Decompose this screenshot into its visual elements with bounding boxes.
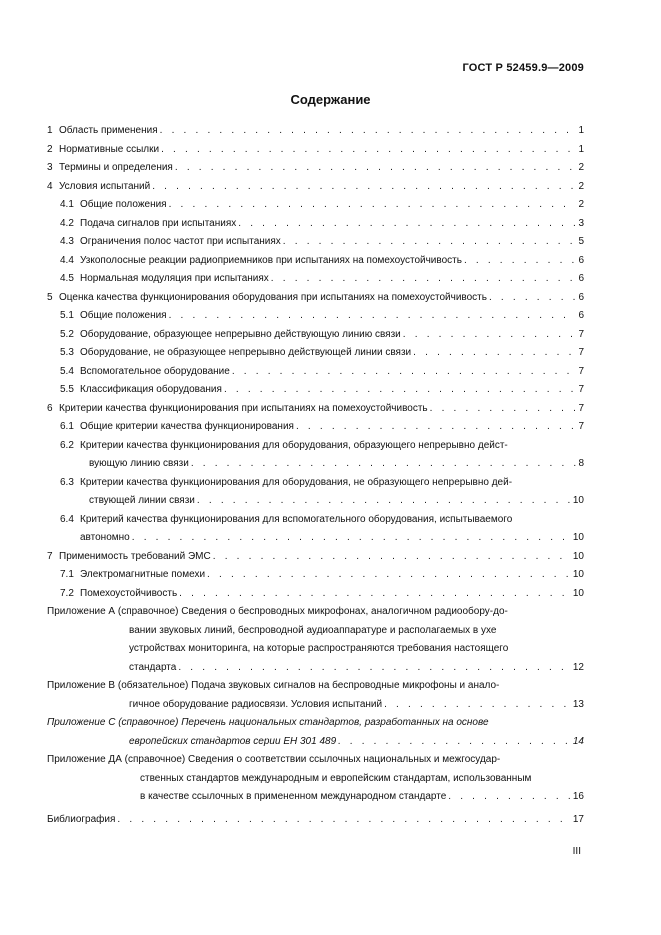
dot-leader — [191, 455, 577, 474]
dot-leader — [403, 326, 577, 345]
toc-number: 4.1 — [60, 199, 74, 210]
dot-leader — [117, 811, 570, 830]
toc-entry-4-5[interactable] — [47, 270, 584, 289]
dot-leader — [178, 659, 571, 678]
toc-page: 7 — [578, 365, 584, 377]
appendix-title-line2: вании звуковых линий, беспроводной аудиоаппаратуре и располагаемых в ухе — [129, 624, 497, 636]
appendix-title-line4: стандарта — [129, 661, 177, 673]
appendix-title-line1: Перечень национальных стандартов, разработанных на основе — [181, 717, 489, 728]
dot-leader — [152, 178, 576, 197]
dot-leader — [448, 788, 571, 807]
toc-entry-5-1[interactable] — [47, 307, 584, 326]
toc-number: 7.1 — [60, 569, 74, 580]
toc-entry-4[interactable] — [47, 178, 584, 197]
appendix-title-line2: ственных стандартов международным и европейским стандартам, использованным — [140, 772, 532, 784]
toc-entry-5-2[interactable] — [47, 326, 584, 345]
toc-page: 7 — [578, 328, 584, 340]
dot-leader — [169, 307, 577, 326]
toc-title: Термины и определения — [59, 162, 173, 173]
toc-title: Применимость требований ЭМС — [59, 550, 211, 562]
dot-leader — [160, 122, 577, 141]
dot-leader — [179, 585, 571, 604]
toc-number: 5 — [47, 291, 53, 303]
toc-title: Условия испытаний — [59, 180, 151, 192]
toc-title: Оценка качества функционирования оборудования при испытаниях на помехоустойчивость — [59, 291, 487, 303]
toc-title: Электромагнитные помехи — [80, 569, 206, 580]
toc-entry-7[interactable] — [47, 548, 584, 567]
dot-leader — [271, 270, 577, 289]
appendix-title-line3: устройствах мониторинга, на которые распространяются требования настоящего — [129, 643, 509, 654]
appendix-title-line1: Сведения о соответствии ссылочных национальных и межгосудар- — [188, 754, 501, 765]
toc-entry-7-1[interactable] — [47, 566, 584, 585]
dot-leader — [132, 529, 571, 548]
appendix-label: Приложение С (справочное) — [47, 717, 179, 728]
toc-page: 16 — [572, 791, 584, 802]
toc-page: 6 — [578, 310, 584, 321]
toc-appendix-b[interactable] — [47, 677, 584, 714]
appendix-label: Приложение В (обязательное) — [47, 680, 189, 691]
toc-number: 6.4 — [60, 513, 74, 525]
toc-appendix-c[interactable] — [47, 714, 584, 751]
toc-title: Библиография — [47, 813, 116, 825]
dot-leader — [197, 492, 571, 511]
toc-title: Общие критерии качества функционирования — [80, 421, 294, 432]
toc-page: 3 — [578, 217, 584, 229]
toc-page: 2 — [578, 180, 584, 192]
toc-title: Нормативные ссылки — [59, 143, 160, 155]
table-of-contents — [47, 122, 584, 829]
toc-title: Подача сигналов при испытаниях — [80, 217, 237, 229]
toc-entry-4-3[interactable] — [47, 233, 584, 252]
dot-leader — [161, 141, 576, 160]
toc-entry-4-1[interactable] — [47, 196, 584, 215]
dot-leader — [207, 566, 571, 585]
toc-page: 10 — [572, 587, 584, 599]
dot-leader — [413, 344, 576, 363]
toc-page: 7 — [578, 384, 584, 395]
toc-entry-4-4[interactable] — [47, 252, 584, 271]
toc-entry-6-1[interactable] — [47, 418, 584, 437]
toc-number: 5.1 — [60, 310, 74, 321]
toc-page: 7 — [578, 421, 584, 432]
dot-leader — [296, 418, 576, 437]
toc-entry-6-4[interactable] — [47, 511, 584, 548]
toc-page: 1 — [578, 125, 584, 136]
toc-title-line2: вующую линию связи — [89, 458, 189, 469]
toc-appendix-a[interactable] — [47, 603, 584, 677]
toc-title-line1: Критерии качества функционирования для оборудования, образующего непрерывно дейст- — [80, 439, 508, 451]
toc-title: Оборудование, образующее непрерывно действующую линию связи — [80, 328, 401, 340]
toc-page: 10 — [572, 495, 584, 506]
appendix-title-line2: гичное оборудование радиосвязи. Условия испытаний — [129, 698, 383, 710]
appendix-title-line1: Подача звуковых сигналов на беспроводные микрофоны и анало- — [191, 680, 500, 691]
toc-number: 6.2 — [60, 439, 74, 451]
toc-title: Ограничения полос частот при испытаниях — [80, 236, 281, 247]
toc-page: 6 — [578, 291, 584, 303]
dot-leader — [238, 215, 576, 234]
toc-number: 4.4 — [60, 254, 74, 266]
page-number: III — [572, 846, 581, 857]
dot-leader — [224, 381, 577, 400]
toc-appendix-da[interactable] — [47, 751, 584, 807]
toc-entry-1[interactable] — [47, 122, 584, 141]
toc-number: 2 — [47, 143, 53, 155]
toc-page: 12 — [572, 661, 584, 673]
toc-page: 8 — [578, 458, 584, 469]
toc-page: 10 — [572, 532, 584, 543]
toc-page: 7 — [578, 347, 584, 358]
toc-title: Общие положения — [80, 199, 167, 210]
toc-title: Классификация оборудования — [80, 384, 222, 395]
toc-page: 5 — [578, 236, 584, 247]
toc-number: 1 — [47, 125, 53, 136]
toc-page: 7 — [578, 402, 584, 414]
toc-number: 6.1 — [60, 421, 74, 432]
dot-leader — [169, 196, 577, 215]
toc-title: Узкополосные реакции радиоприемников при испытаниях на помехоустойчивость — [80, 254, 462, 266]
appendix-title-line1: Сведения о беспроводных микрофонах, аналогичном радиообору-до- — [181, 606, 508, 617]
toc-number: 6.3 — [60, 476, 74, 488]
appendix-label: Приложение ДА (справочное) — [47, 754, 186, 765]
dot-leader — [283, 233, 577, 252]
toc-title-line1: Критерии качества функционирования для оборудования, не образующего непрерывно дей- — [80, 476, 513, 488]
toc-entry-4-2[interactable] — [47, 215, 584, 234]
toc-title-line2: ствующей линии связи — [89, 495, 195, 506]
toc-title: Вспомогательное оборудование — [80, 365, 230, 377]
toc-page: 10 — [572, 550, 584, 562]
toc-number: 5.2 — [60, 328, 74, 340]
toc-entry-6-3[interactable] — [47, 474, 584, 511]
toc-entry-7-2[interactable] — [47, 585, 584, 604]
toc-page: 6 — [578, 273, 584, 284]
toc-entry-2[interactable] — [47, 141, 584, 160]
toc-bibliography[interactable] — [47, 811, 584, 830]
document-code: ГОСТ Р 52459.9—2009 — [462, 62, 584, 74]
toc-number: 4.3 — [60, 236, 74, 247]
toc-number: 7.2 — [60, 587, 74, 599]
toc-entry-6-2[interactable] — [47, 437, 584, 474]
toc-number: 3 — [47, 162, 53, 173]
toc-title: Область применения — [59, 125, 158, 136]
toc-entry-5-5[interactable] — [47, 381, 584, 400]
appendix-label: Приложение А (справочное) — [47, 606, 179, 617]
toc-page: 6 — [578, 254, 584, 266]
toc-title: Критерии качества функционирования при испытаниях на помехоустойчивость — [59, 402, 428, 414]
toc-entry-5[interactable] — [47, 289, 584, 308]
toc-title: Помехоустойчивость — [80, 587, 178, 599]
toc-page: 2 — [578, 162, 584, 173]
toc-page: 14 — [572, 735, 584, 747]
toc-title: Общие положения — [80, 310, 167, 321]
appendix-title-line2: европейских стандартов серии ЕН 301 489 — [129, 735, 337, 747]
toc-entry-6[interactable] — [47, 400, 584, 419]
toc-entry-5-3[interactable] — [47, 344, 584, 363]
dot-leader — [338, 733, 571, 752]
toc-page: 1 — [578, 143, 584, 155]
toc-number: 4.2 — [60, 217, 74, 229]
dot-leader — [175, 159, 577, 178]
toc-title-line1: Критерий качества функционирования для вспомогательного оборудования, испытываемого — [80, 513, 513, 525]
toc-number: 7 — [47, 550, 53, 562]
page-title: Содержание — [290, 92, 371, 107]
appendix-title-line3: в качестве ссылочных в примененном международном стандарте — [140, 791, 447, 802]
toc-entry-5-4[interactable] — [47, 363, 584, 382]
dot-leader — [232, 363, 577, 382]
toc-entry-3[interactable] — [47, 159, 584, 178]
toc-title: Оборудование, не образующее непрерывно действующей линии связи — [80, 347, 412, 358]
toc-number: 4 — [47, 180, 53, 192]
toc-page: 2 — [578, 199, 584, 210]
toc-number: 5.5 — [60, 384, 74, 395]
toc-page: 17 — [572, 813, 584, 825]
dot-leader — [464, 252, 577, 271]
dot-leader — [430, 400, 577, 419]
toc-number: 5.3 — [60, 347, 74, 358]
toc-title-line2: автономно — [80, 532, 130, 543]
toc-page: 10 — [572, 569, 584, 580]
toc-title: Нормальная модуляция при испытаниях — [80, 273, 269, 284]
dot-leader — [213, 548, 571, 567]
dot-leader — [384, 696, 571, 715]
toc-number: 4.5 — [60, 273, 74, 284]
toc-number: 5.4 — [60, 365, 74, 377]
toc-number: 6 — [47, 402, 53, 414]
dot-leader — [489, 289, 576, 308]
toc-page: 13 — [572, 698, 584, 710]
